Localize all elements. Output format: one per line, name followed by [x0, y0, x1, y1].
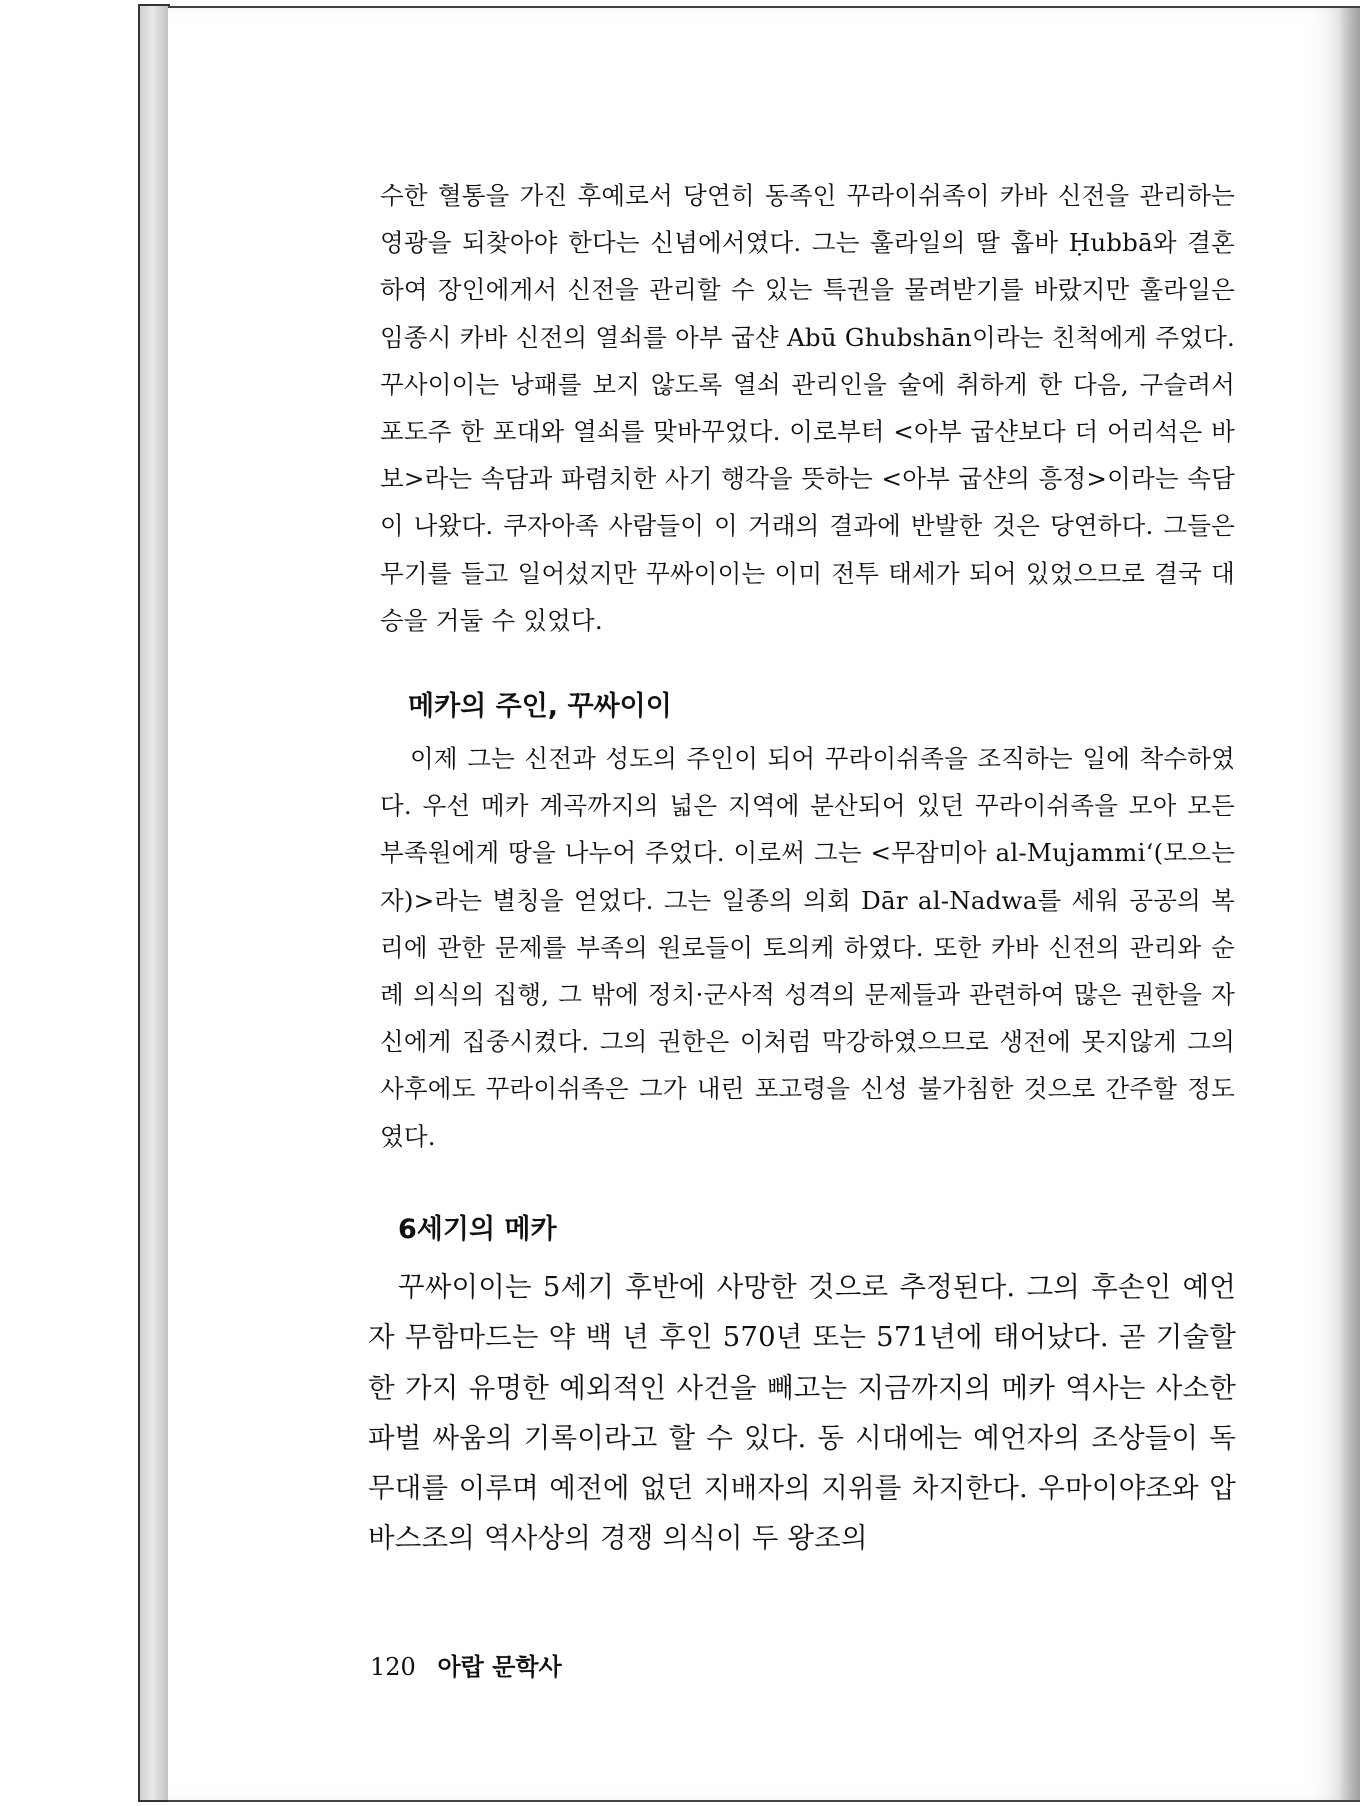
body-paragraph: 수한 혈통을 가진 후예로서 당연히 동족인 꾸라이쉬족이 카바 신전을 관리하는 영광을 되찾아야 한다는 신념에서였다. 그는 훌라일의 딸 훕바 Ḥubbā와 결혼하여 장인에게서 신전을 관리할 수 있는 특권을 물려받기를 바랐지만 훌라일은 임종시 카바 신전의 열쇠를 아부 굽샨 Abū Ghubshān이라는 친척에게 주었다. 꾸사이이는 낭패를 보지 않도록 열쇠 관리인을 술에 취하게 한 다음, 구슬려서 포도주 한 포대와 열쇠를 맞바꾸었다. 이로부터 <아부 굽샨보다 더 어리석은 바보>라는 속담과 파렴치한 사기 행각을 뜻하는 <아부 굽샨의 흥정>이라는 속담이 나왔다. 쿠자아족 사람들이 이 거래의 결과에 반발한 것은 당연하다. 그들은 무기를 들고 일어섰지만 꾸싸이이는 이미 전투 태세가 되어 있었으므로 결국 대승을 거둘 수 있었다. [380, 181, 1235, 635]
body-paragraph: 이제 그는 신전과 성도의 주인이 되어 꾸라이쉬족을 조직하는 일에 착수하였다. 우선 메카 계곡까지의 넓은 지역에 분산되어 있던 꾸라이쉬족을 모아 모든 부족원에게 땅을 나누어 주었다. 이로써 그는 <무잠미아 al-Mujammi‘(모으는 자)>라는 별칭을 얻었다. 그는 일종의 의회 Dār al-Nadwa를 세워 공공의 복리에 관한 문제를 부족의 원로들이 토의케 하였다. 또한 카바 신전의 관리와 순례 의식의 집행, 그 밖에 정치·군사적 성격의 문제들과 관련하여 많은 권한을 자신에게 집중시켰다. 그의 권한은 이처럼 막강하였으므로 생전에 못지않게 그의 사후에도 꾸라이쉬족은 그가 내린 포고령을 신성 불가침한 것으로 간주할 정도였다. [380, 744, 1235, 1151]
section-6th-century-mecca [368, 1262, 1236, 1564]
page-edge-shadow [1338, 8, 1360, 1800]
page-footer [370, 1652, 562, 1682]
section-heading: 메카의 주인, 꾸싸이이 [408, 691, 672, 722]
section-heading: 6세기의 메카 [398, 1214, 557, 1245]
section-mecca-master [380, 735, 1235, 1160]
running-title: 아랍 문학사 [437, 1652, 562, 1681]
section-intro [380, 172, 1235, 644]
book-spine [138, 4, 170, 1802]
body-paragraph: 꾸싸이이는 5세기 후반에 사망한 것으로 추정된다. 그의 후손인 예언자 무함마드는 약 백 년 후인 570년 또는 571년에 태어났다. 곧 기술할 한 가지 유명한 예외적인 사건을 빼고는 지금까지의 메카 역사는 사소한 파벌 싸움의 기록이라고 할 수 있다. 동 시대에는 예언자의 조상들이 독무대를 이루며 예전에 없던 지배자의 지위를 차지한다. 우마이야조와 압바스조의 역사상의 경쟁 의식이 두 왕조의 [368, 1271, 1236, 1555]
page-number: 120 [370, 1653, 416, 1681]
